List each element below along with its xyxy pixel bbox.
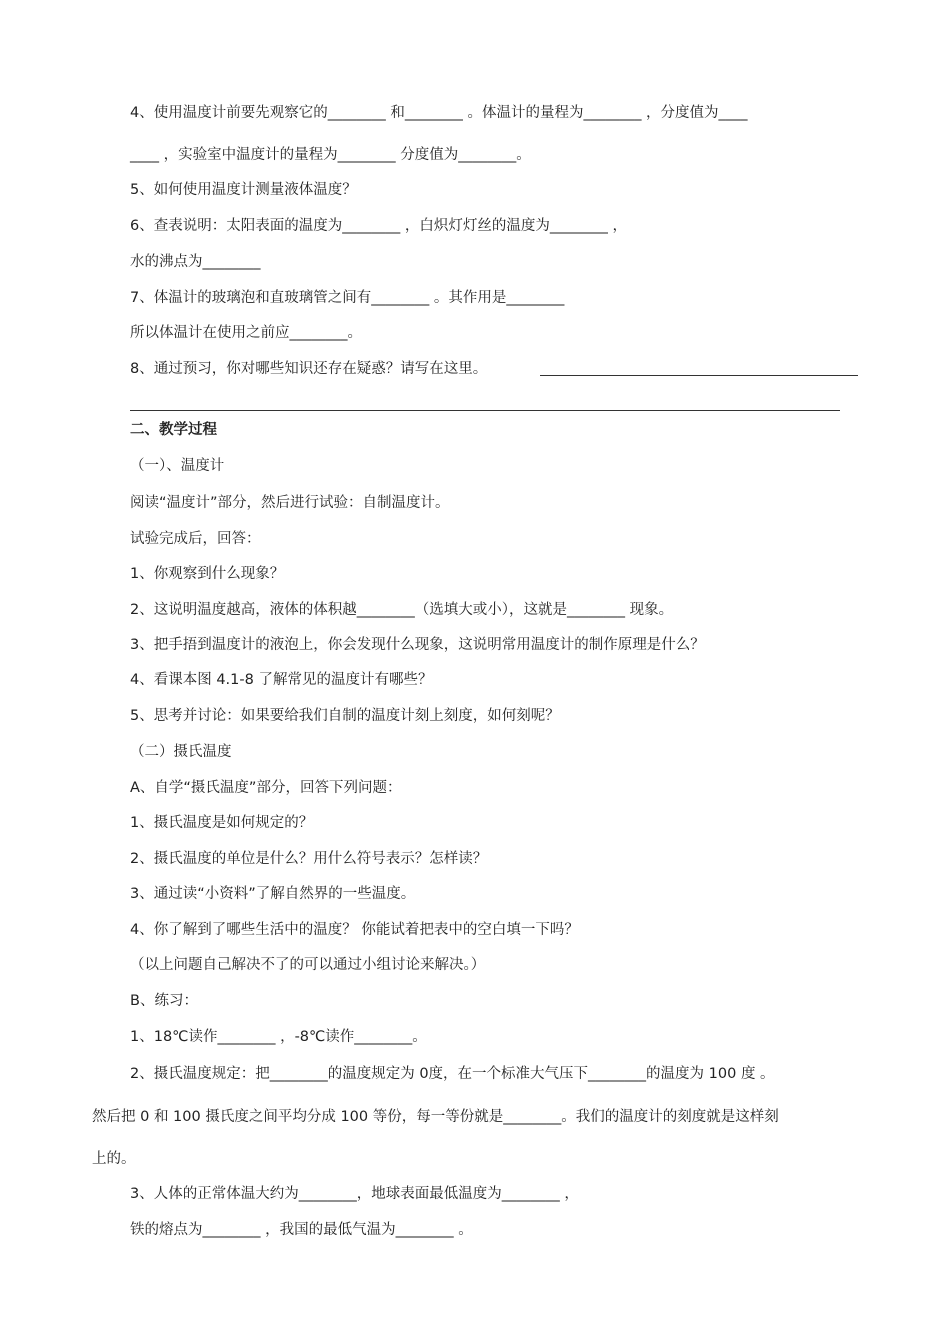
exercise-3-continued: 铁的熔点为________ ，我国的最低气温为________ 。 — [130, 1222, 473, 1238]
part-b-exercises: B、练习： — [130, 993, 198, 1009]
reading-instruction: 阅读“温度计”部分，然后进行试验：自制温度计。 — [130, 495, 450, 511]
exercise-2-definition: 2、摄氏温度规定：把________的温度规定为 0度，在一个标准大气压下________的温度为 100 度 。 — [130, 1066, 775, 1082]
celsius-question-3: 3、通过读“小资料”了解自然界的一些温度。 — [130, 886, 416, 902]
celsius-question-4: 4、你了解到了哪些生活中的温度？ 你能试着把表中的空白填一下吗？ — [130, 922, 579, 938]
item-1-phenomenon: 1、你观察到什么现象？ — [130, 566, 285, 582]
question-6-continued: 水的沸点为________ — [130, 254, 261, 270]
item-2-volume: 2、这说明温度越高，液体的体积越________（选填大或小），这就是________ 现象。 — [130, 602, 674, 618]
question-7-continued: 所以体温计在使用之前应________。 — [130, 325, 362, 341]
question-8-doubts: 8、通过预习，你对哪些知识还存在疑惑？请写在这里。 — [130, 361, 488, 377]
group-discussion-note: （以上问题自己解决不了的可以通过小组讨论来解决。） — [130, 957, 486, 973]
celsius-question-2: 2、摄氏温度的单位是什么？用什么符号表示？怎样读？ — [130, 851, 488, 867]
question-7-clinical-thermometer: 7、体温计的玻璃泡和直玻璃管之间有________ 。其作用是________ — [130, 290, 565, 306]
item-3-principle: 3、把手捂到温度计的液泡上，你会发现什么现象，这说明常用温度计的制作原理是什么？ — [130, 637, 705, 653]
celsius-question-1: 1、摄氏温度是如何规定的？ — [130, 815, 314, 831]
section-heading-teaching-process: 二、教学过程 — [130, 422, 217, 438]
experiment-answer-prompt: 试验完成后，回答： — [130, 531, 261, 547]
question-5-measure-liquid: 5、如何使用温度计测量液体温度？ — [130, 182, 357, 198]
exercise-1-reading: 1、18℃读作________ ，-8℃读作________。 — [130, 1029, 427, 1045]
part-a-self-study: A、自学“摄氏温度”部分，回答下列问题： — [130, 780, 402, 796]
question-4-continued: ____ ，实验室中温度计的量程为________ 分度值为________。 — [130, 147, 531, 163]
question-6-lookup-table: 6、查表说明：太阳表面的温度为________ ，白炽灯灯丝的温度为________ ， — [130, 218, 627, 234]
subsection-celsius: （二）摄氏温度 — [130, 744, 232, 760]
exercise-3-temperatures: 3、人体的正常体温大约为________，地球表面最低温度为________ ， — [130, 1186, 579, 1202]
item-4-textbook-figure: 4、看课本图 4.1-8 了解常见的温度计有哪些？ — [130, 672, 433, 688]
exercise-2-end: 上的。 — [92, 1151, 136, 1167]
subsection-thermometer: （一）、温度计 — [130, 458, 225, 474]
item-5-discussion: 5、思考并讨论：如果要给我们自制的温度计刻上刻度，如何刻呢？ — [130, 708, 560, 724]
exercise-2-continued: 然后把 0 和 100 摄氏度之间平均分成 100 等份，每一等份就是________。我们的温度计的刻度就是这样刻 — [92, 1109, 779, 1125]
answer-underline-1 — [540, 375, 858, 376]
answer-underline-2 — [130, 410, 840, 411]
question-4-observe-thermometer: 4、使用温度计前要先观察它的________ 和________ 。体温计的量程为________ ，分度值为____ — [130, 105, 748, 121]
